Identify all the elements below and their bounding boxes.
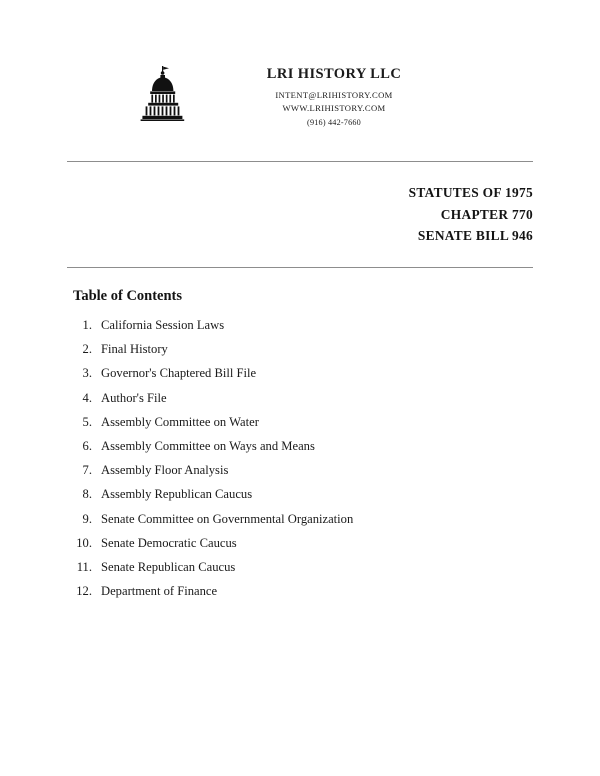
company-name: LRI HISTORY LLC xyxy=(266,66,402,82)
list-item xyxy=(67,416,533,429)
capitol-dome-icon xyxy=(132,64,194,126)
toc-item-number: 11. xyxy=(76,559,92,574)
citation-statutes: STATUTES OF 1975 xyxy=(408,185,533,200)
citation-block xyxy=(67,162,533,247)
letterhead xyxy=(0,0,600,127)
toc-item-number: 5. xyxy=(82,414,92,429)
list-item xyxy=(67,513,533,526)
toc-item-label: California Session Laws xyxy=(101,318,225,333)
toc-list xyxy=(67,319,533,598)
toc-item-label: Assembly Committee on Water xyxy=(101,414,259,429)
toc-item-number: 9. xyxy=(82,511,92,526)
toc-item-number: 10. xyxy=(76,535,92,550)
company-info xyxy=(200,58,468,127)
toc-item-number: 6. xyxy=(82,439,92,454)
toc-item-label: Department of Finance xyxy=(101,584,218,599)
toc-item-label: Assembly Committee on Ways and Means xyxy=(101,439,315,454)
company-phone: (916) 442-7660 xyxy=(307,118,361,127)
toc-item-label: Author's File xyxy=(101,390,167,405)
list-item xyxy=(67,561,533,574)
company-website: WWW.LRIHISTORY.COM xyxy=(282,103,386,113)
list-item xyxy=(67,392,533,405)
list-item xyxy=(67,343,533,356)
toc-item-label: Senate Democratic Caucus xyxy=(101,535,237,550)
toc-item-label: Senate Republican Caucus xyxy=(101,559,236,574)
toc-item-label: Senate Committee on Governmental Organization xyxy=(101,511,354,526)
list-item xyxy=(67,537,533,550)
toc-item-label: Assembly Republican Caucus xyxy=(101,487,253,502)
citation-chapter: CHAPTER 770 xyxy=(440,206,533,222)
list-item xyxy=(67,319,533,332)
toc-item-label: Assembly Floor Analysis xyxy=(101,463,229,478)
toc-item-label: Governor's Chaptered Bill File xyxy=(101,366,257,381)
list-item xyxy=(67,440,533,453)
toc-item-number: 8. xyxy=(82,487,92,502)
citation-bill: SENATE BILL 946 xyxy=(417,228,533,244)
list-item xyxy=(67,367,533,380)
toc-item-number: 1. xyxy=(82,318,92,333)
toc-item-number: 4. xyxy=(82,390,92,405)
table-of-contents xyxy=(67,268,533,598)
toc-item-number: 12. xyxy=(76,584,92,599)
list-item xyxy=(67,464,533,477)
toc-item-number: 2. xyxy=(82,342,92,357)
toc-item-label: Final History xyxy=(101,342,168,357)
toc-title: Table of Contents xyxy=(73,288,183,305)
list-item xyxy=(67,585,533,598)
toc-item-number: 7. xyxy=(82,463,92,478)
company-email: INTENT@LRIHISTORY.COM xyxy=(275,90,393,100)
list-item xyxy=(67,488,533,501)
toc-item-number: 3. xyxy=(82,366,92,381)
